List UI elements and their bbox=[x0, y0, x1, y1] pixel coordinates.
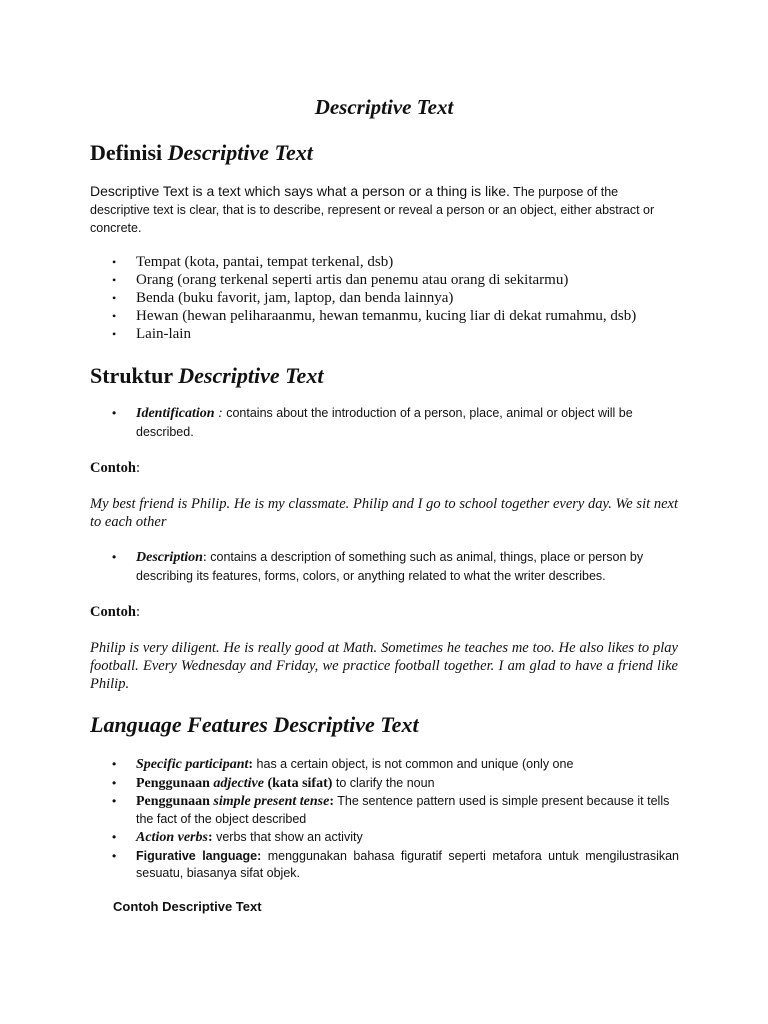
structure-heading-italic: Descriptive Text bbox=[178, 363, 324, 388]
definition-heading-italic: Descriptive Text bbox=[167, 140, 313, 165]
bullet-icon: • bbox=[112, 794, 117, 808]
list-item-text: Tempat (kota, pantai, tempat terkenal, dsb) bbox=[136, 254, 394, 270]
bullet-icon: • bbox=[112, 775, 117, 790]
feature-term-italic: adjective bbox=[213, 775, 264, 791]
feature-term: Action verbs bbox=[136, 830, 208, 845]
feature-term: Specific participant bbox=[136, 757, 249, 772]
list-item-text: Hewan (hewan peliharaanmu, hewan temanmu, kucing liar di dekat rumahmu, dsb) bbox=[136, 308, 637, 324]
structure-heading bbox=[90, 363, 323, 389]
language-features-list bbox=[112, 756, 679, 884]
example-paragraph-1: My best friend is Philip. He is my classmate. Philip and I go to school together every day. We sit next to each other bbox=[90, 496, 678, 530]
feature-text: verbs that show an activity bbox=[212, 830, 363, 844]
bullet-icon: • bbox=[112, 327, 117, 341]
list-item bbox=[112, 325, 681, 343]
example-paragraph-2: Philip is very diligent. He is really good at Math. Sometimes he teaches me too. He also likes to play football. Every Wednesday and Friday, we practice football together. I am glad to have a friend like Philip. bbox=[90, 640, 678, 692]
bullet-icon: • bbox=[112, 406, 117, 420]
identification-text: contains about the introduction of a person, place, animal or object will be described. bbox=[136, 406, 633, 439]
definition-heading bbox=[90, 140, 313, 166]
bullet-icon: • bbox=[112, 273, 117, 287]
list-item bbox=[112, 548, 681, 586]
language-heading: Language Features Descriptive Text bbox=[90, 712, 419, 737]
feature-text: menggunakan bahasa figuratif seperti metafora untuk mengilustrasikan sesuatu, biasanya sifat objek. bbox=[136, 848, 679, 880]
contoh-label-text: Contoh bbox=[90, 604, 136, 620]
bullet-icon: • bbox=[112, 309, 117, 323]
contoh-label-2 bbox=[90, 604, 140, 621]
feature-term: Penggunaan bbox=[136, 794, 214, 809]
bullet-icon: • bbox=[112, 255, 117, 269]
list-item bbox=[112, 253, 681, 271]
contoh-label-1 bbox=[90, 460, 140, 477]
structure-heading-plain: Struktur bbox=[90, 363, 179, 388]
feature-term-suffix: (kata sifat) bbox=[263, 775, 333, 791]
bullet-icon: • bbox=[112, 291, 117, 305]
feature-term: Figurative language: bbox=[136, 848, 262, 863]
list-item bbox=[112, 829, 679, 847]
list-item-text: Benda (buku favorit, jam, laptop, dan benda lainnya) bbox=[136, 290, 454, 306]
bullet-icon: • bbox=[112, 848, 117, 863]
feature-term: Penggunaan bbox=[136, 775, 214, 791]
description-list bbox=[112, 548, 681, 586]
definition-heading-plain: Definisi bbox=[90, 140, 168, 165]
definition-paragraph bbox=[90, 182, 680, 237]
list-item bbox=[112, 289, 681, 307]
feature-text: to clarify the noun bbox=[332, 775, 435, 790]
list-item bbox=[112, 404, 681, 442]
bullet-icon: • bbox=[112, 757, 117, 771]
definition-intro-main: Descriptive Text is a text which says what a person or a thing is like. bbox=[90, 183, 510, 199]
description-term: Description bbox=[136, 550, 203, 565]
contoh-descriptive-heading: Contoh Descriptive Text bbox=[113, 899, 262, 914]
feature-text: has a certain object, is not common and unique (only one bbox=[253, 757, 574, 771]
description-text: contains a description of something such as animal, things, place or person by describing its features, forms, colors, or anything related to what the writer describes. bbox=[136, 550, 644, 583]
identification-term: Identification bbox=[136, 406, 215, 421]
page-title: Descriptive Text bbox=[314, 95, 454, 119]
list-item bbox=[112, 756, 679, 774]
feature-colon: : bbox=[207, 830, 213, 845]
contoh-label-text: Contoh bbox=[90, 460, 136, 476]
description-separator: : bbox=[202, 550, 207, 565]
list-item bbox=[112, 271, 681, 289]
bullet-icon: • bbox=[112, 550, 117, 564]
feature-text: The sentence pattern used is simple present because it tells the fact of the object described bbox=[136, 794, 670, 826]
contoh-colon: : bbox=[135, 604, 140, 620]
identification-separator: : bbox=[214, 406, 223, 421]
feature-term-italic: simple present tense bbox=[213, 794, 330, 809]
definition-intro-rest: The purpose of the descriptive text is clear, that is to describe, represent or reveal a person or an object, either abstract or concrete. bbox=[90, 185, 655, 235]
list-item bbox=[112, 307, 681, 325]
list-item bbox=[112, 848, 679, 883]
identification-list bbox=[112, 404, 681, 442]
list-item-text: Orang (orang terkenal seperti artis dan penemu atau orang di sekitarmu) bbox=[136, 272, 569, 288]
feature-colon: : bbox=[329, 794, 334, 809]
list-item bbox=[112, 793, 679, 828]
bullet-icon: • bbox=[112, 830, 117, 844]
list-item bbox=[112, 775, 679, 793]
feature-colon: : bbox=[248, 757, 254, 772]
definition-list bbox=[112, 253, 681, 343]
contoh-colon: : bbox=[135, 460, 140, 476]
list-item-text: Lain-lain bbox=[136, 326, 191, 342]
